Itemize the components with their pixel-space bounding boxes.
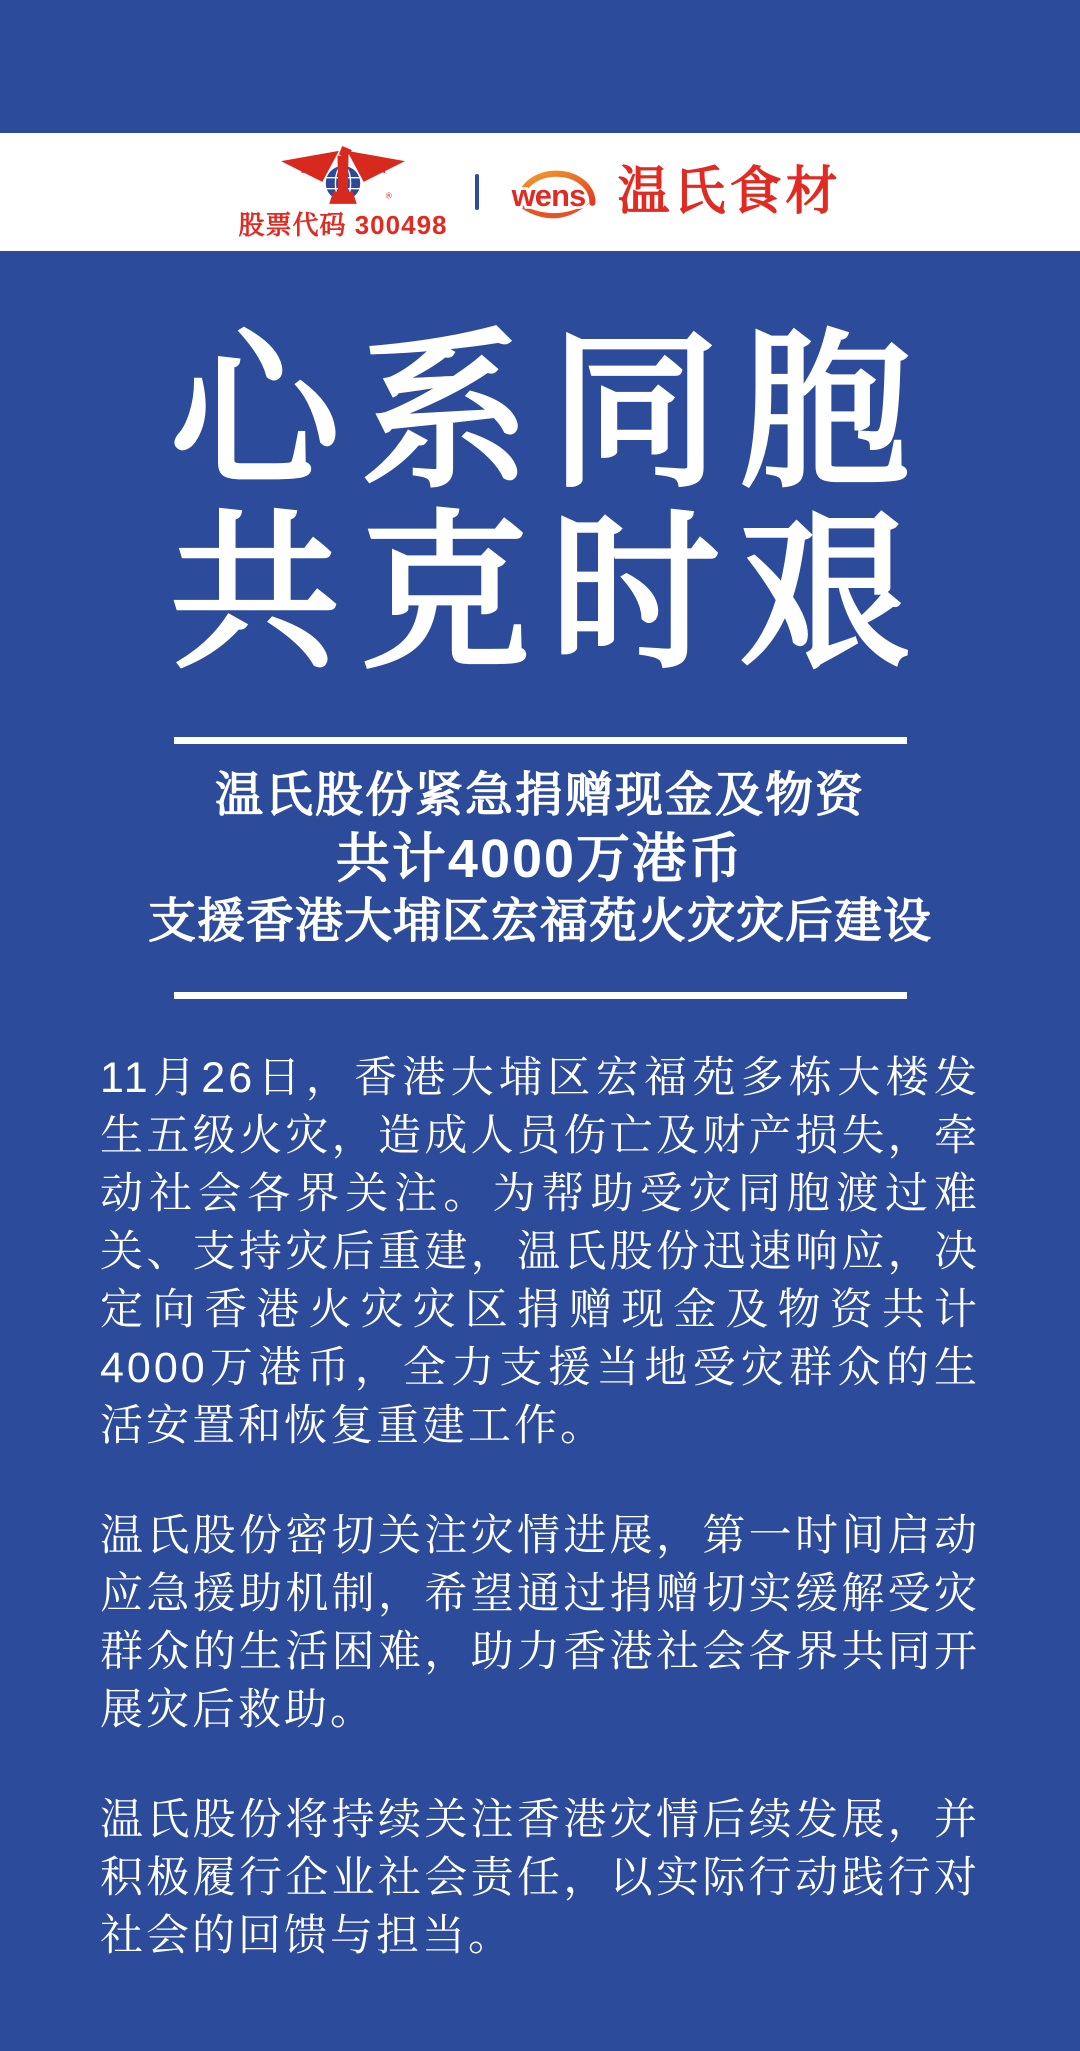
subtitle-line-2: 共计4000万港币 xyxy=(335,829,745,889)
subtitle-line-3: 支援香港大埔区宏福苑火灾灾后建设 xyxy=(147,895,932,948)
divider-line-bottom xyxy=(174,992,907,999)
eagle-right-char: 氏 xyxy=(375,164,386,176)
stock-code-label: 股票代码 300498 xyxy=(238,210,448,240)
wens-circle-icon xyxy=(507,156,607,228)
eagle-left-char: 温 xyxy=(300,164,311,176)
paragraph-2: 温氏股份密切关注灾情进展，第一时间启动应急援助机制，希望通过捐赠切实缓解受灾群众的生活困难，助力香港社会各界共同开展灾后救助。 xyxy=(100,1512,980,1734)
paragraph-1: 11月26日，香港大埔区宏福苑多栋大楼发生五级火灾，造成人员伤亡及财产损失，牵动社会各界关注。为帮助受灾同胞渡过难关、支持灾后重建，温氏股份迅速响应，决定向香港火灾灾区捐赠现金及物资共计4000万港币，全力支援当地受灾群众的生活安置和恢复重建工作。 xyxy=(100,1054,980,1450)
title-line-1: 心系同胞 xyxy=(169,318,930,508)
title-line-2: 共克时艰 xyxy=(169,499,930,689)
poster-title xyxy=(0,251,1080,689)
divider-line-top xyxy=(174,737,907,744)
subtitle-line-1: 温氏股份紧急捐赠现金及物资 xyxy=(214,769,865,822)
wens-group-logo xyxy=(239,146,448,238)
brand-name-cn: 温氏食材 xyxy=(617,163,842,221)
brand-header-band xyxy=(0,133,1080,251)
body-text xyxy=(100,1049,980,1965)
subtitle-block xyxy=(0,744,1080,992)
paragraph-3: 温氏股份将持续关注香港灾情后续发展，并积极履行企业社会责任，以实际行动践行对社会的回馈与担当。 xyxy=(100,1796,980,1960)
wens-wordmark: wens xyxy=(512,177,586,213)
top-blue-strip xyxy=(0,0,1080,133)
header-divider xyxy=(475,174,479,210)
wens-food-logo xyxy=(507,156,841,228)
eagle-emblem-icon xyxy=(259,146,427,208)
poster-main xyxy=(0,251,1080,1965)
registered-mark: ® xyxy=(385,191,392,201)
